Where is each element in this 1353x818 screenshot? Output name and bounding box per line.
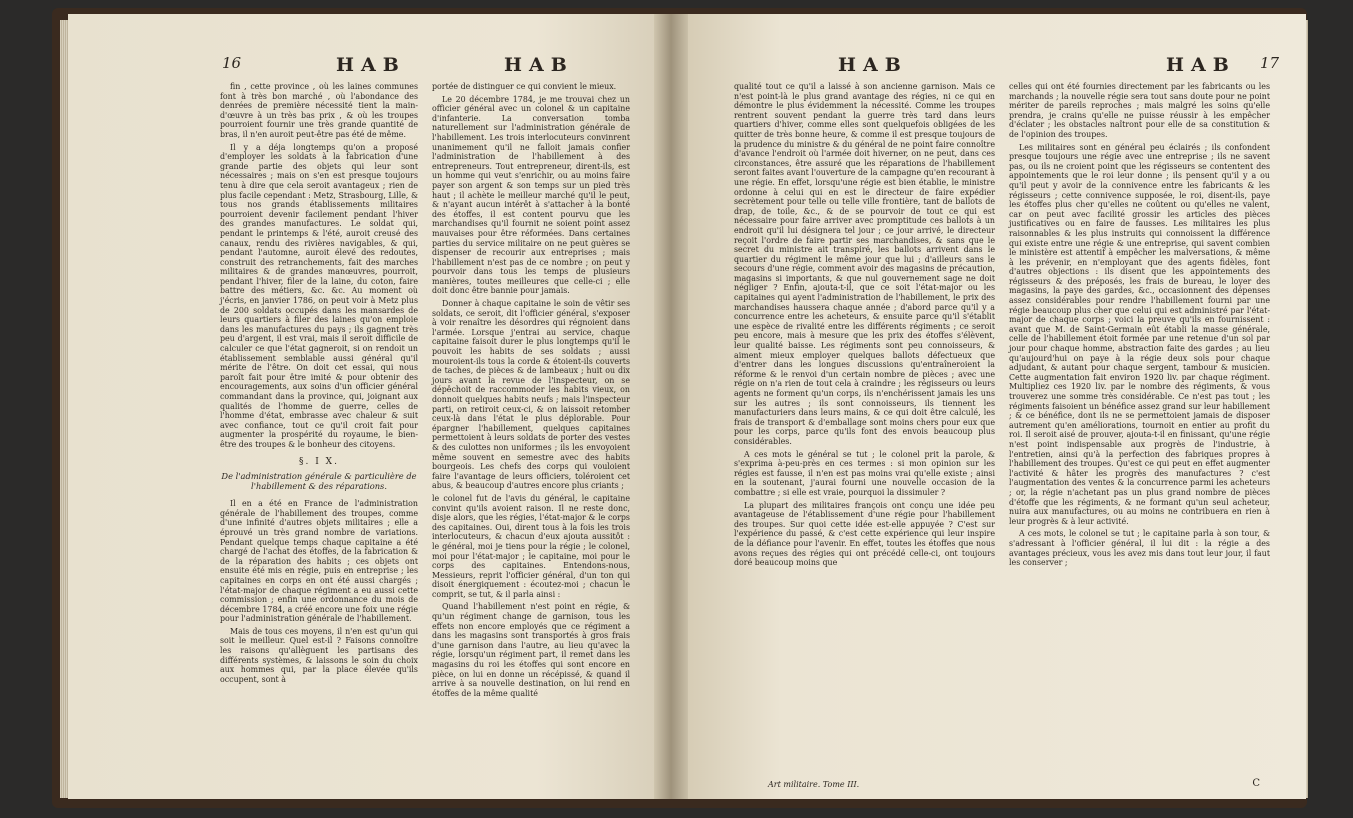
headword: HAB: [336, 54, 406, 76]
section-subtitle: De l'administration générale & particulière de l'habillement & des réparations.: [221, 471, 417, 492]
paragraph: Il y a déja longtemps qu'on a proposé d'employer les soldats à la fabrication d'une grande partie des objets qui leur sont nécessaires ; mais on s'en est presque toujours tenu à dire que cela seroit avantageux ; rien de plus facile cependant : Metz, Strasbourg, Lille, & tous nos grands établissements militaires pourroient devenir facilement pendant l'hiver des grandes manufactures. Le soldat qui, pendant le printemps & l'été, auroit creusé des canaux, rendu des rivières navigables, & qui, pendant l'automne, auroit élevé des redoutes, construit des retranchements, fait des marches militaires & de grandes manœuvres, pourroit, pendant l'hiver, filer de la laine, du coton, faire battre des métiers, &c. &c. Au moment où j'écris, en janvier 1786, on peut voir à Metz plus de 200 soldats occupés dans les mansardes de leurs quartiers à filer des laines qu'on emploie dans les manufactures du pays ; ils gagnent très peu d'argent, il est vrai, mais il seroit difficile de calculer ce que l'état gagneroit, si on rendoit un établissement semblable aussi général qu'il mérite de l'être. On doit cet essai, qui nous paroît fait pour être imité & pour obtenir des encouragements, aux soins d'un officier général commandant dans la province, qui, joignant aux qualités de l'homme de guerre, celles de l'homme d'état, embrasse avec chaleur & suit avec confiance, tout ce qu'il croit fait pour augmenter la prospérité du royaume, le bien-être des troupes & le bonheur des citoyens.: [220, 142, 418, 449]
paragraph: Il en a été en France de l'administration générale de l'habillement des troupes, comme d'une infinité d'autres objets militaires ; elle a éprouvé un très grand nombre de variations. Pendant quelque temps chaque capitaine a été chargé de l'achat des étoffes, de la fabrication & de la réparation des habits ; ces objets ont ensuite été mis en régie, puis en entreprise ; les capitaines en corps en ont été aussi chargés ; l'état-major de chaque régiment a eu aussi cette commission ; enfin une ordonnance du mois de décembre 1784, a créé encore une foix une régie pour l'administration générale de l'habillement.: [220, 499, 418, 624]
page-number: 17: [1260, 54, 1280, 72]
column-left: [220, 82, 418, 701]
paragraph: Le 20 décembre 1784, je me trouvai chez un officier général avec un colonel & un capitaine d'infanterie. La conversation tomba naturellement sur l'administration générale de l'habillement. Les trois interlocuteurs convinrent unanimement qu'il ne falloit jamais confier l'administration de l'habillement à des entrepreneurs. Tout entrepreneur, dirent-ils, est un homme qui veut s'enrichir, ou au moins faire payer son argent & son temps sur un pied très haut ; il achète le meilleur marché qu'il le peut, & n'ayant aucun intérêt à s'attacher à la bonté des étoffes, il est content pourvu que les marchandises qu'il fournit ne soient point assez mauvaises pour être réformées. Dans certaines parties du service militaire on ne peut guères se dispenser de recourir aux entreprises ; mais l'habillement n'est pas de ce nombre ; on peut y pourvoir dans tous les temps de plusieurs manières, toutes meilleures que celle-ci ; elle doit donc être bannie pour jamais.: [432, 94, 630, 296]
running-head-right: [688, 54, 1306, 82]
paragraph: qualité tout ce qu'il a laissé à son ancienne garnison. Mais ce n'est point-là le plus grand avantage des régies, ni ce qui en démontre le plus évidemment la nécessité. Comme les troupes rentrent souvent pendant la guerre très tard dans leurs quartiers d'hiver, comme elles sont quelquefois obligées de les quitter de très bonne heure, & comme il est presque toujours de la prudence du ministre & du général de ne point faire connoître d'avance l'endroit où l'armée doit hiverner, on ne peut, dans ces circonstances, être assuré que les réparations de l'habillement seront faites avant l'ouverture de la campagne qu'en recourant à une régie. En effet, lorsqu'une régie est bien établie, le ministre ordonne à celui qui en est le directeur de faire expédier secrètement pour telle ou telle ville frontière, tant de ballots de drap, de toile, &c., & de se pourvoir de tout ce qui est nécessaire pour faire arriver avec promptitude ces ballots à un endroit qu'il lui désignera tel jour ; ce jour arrivé, le directeur reçoit l'ordre de faire partir ses marchandises, & sans que le secret du ministre ait transpiré, les ballots arrivent dans le quartier du régiment le même jour que lui ; d'ailleurs sans le secours d'une régie, comment avoir des magasins de précaution, magasins si importants, & que nul gouvernement sage ne doit négliger ? Enfin, ajouta-t-il, que ce soit l'état-major ou les capitaines qui ayent l'administration de l'habillement, le prix des marchandises haussera chaque année ; d'abord parce qu'il y a concurrence entre les acheteurs, & ensuite parce qu'il s'établit une espèce de rivalité entre les différents régiments ; ce seroit peu encore, mais à mesure que les prix des étoffes s'élèvent, leur qualité baisse. Les régiments sont peu connoisseurs, & aiment mieux employer quelques ballots défectueux que d'entrer dans les longues discussions qu'entraîneroient la réforme & le renvoi d'un certain nombre de pièces ; avec une régie on n'a rien de tout cela à craindre ; les régisseurs ou leurs agents ne forment qu'un corps, ils n'enchérissent jamais les uns sur les autres ; ils sont connoisseurs, ils tiennent les manufacturiers dans leurs mains, & ce qui doit être calculé, les frais de transport & d'emballage sont moins chers pour eux que pour les corps, parce qu'ils font des envois beaucoup plus considérables.: [734, 82, 995, 446]
column-left: [734, 82, 995, 571]
paragraph: portée de distinguer ce qui convient le mieux.: [432, 82, 617, 91]
left-page: [68, 14, 654, 799]
headword: HAB: [838, 54, 908, 76]
paragraph: A ces mots le général se tut ; le colonel prit la parole, & s'exprima à-peu-près en ces termes : si mon opinion sur les régies est fausse, il n'en est pas moins vrai qu'elle existe ; ainsi en la soutenant, j'aurai fourni une nouvelle occasion de la combattre ; si elle est vraie, pourquoi la dissimuler ?: [734, 449, 995, 497]
running-head-left: [68, 54, 654, 82]
volume-footer: Art militaire. Tome III.: [768, 780, 860, 789]
signature-mark: C: [1252, 778, 1260, 789]
section-title: §. I X.: [299, 456, 339, 467]
paragraph: Quand l'habillement n'est point en régie, & qu'un régiment change de garnison, tous les effets non encore employés que ce régiment a dans les magasins sont transportés à gros frais d'une garnison dans l'autre, au lieu qu'avec la régie, lorsqu'un régiment part, il remet dans les magasins du roi les étoffes qui sont encore en pièce, on lui en donne un récépissé, & quand il arrive à sa nouvelle destination, on lui rend en étoffes de la même qualité: [432, 602, 630, 698]
book-gutter: [654, 14, 688, 799]
paragraph: A ces mots, le colonel se tut ; le capitaine parla à son tour, & s'adressant à l'officier général, il lui dit : la régie a des avantages précieux, vous les avez mis dans tout leur jour, il faut les conserver ;: [1009, 529, 1270, 568]
paragraph: Mais de tous ces moyens, il n'en est qu'un qui soit le meilleur. Quel est-il ? Faisons connoître les raisons qu'allèguent les partisans des différents systèmes, & laissons le soin du choix aux hommes qui, par la place élevée qu'ils occupent, sont à: [220, 626, 418, 684]
text-columns: [220, 82, 630, 701]
right-page: [688, 14, 1306, 799]
paragraph: le colonel fut de l'avis du général, le capitaine convint qu'ils avoient raison. Il ne reste donc, disje alors, que les régies, l'état-major & le corps des capitaines. Oui, dirent tous à la fois les trois interlocuteurs, & chacun d'eux ajouta aussitôt : le général, moi je tiens pour la régie ; le colonel, moi pour l'état-major ; le capitaine, moi pour le corps des capitaines. Entendons-nous, Messieurs, reprit l'officier général, d'un ton qui disoit énergiquement : écoutez-moi ; chacun le comprit, se tut, & il parla ainsi :: [432, 493, 630, 599]
paragraph: fin , cette province , où les laines communes font à très bon marché , où l'abondance des denrées de première nécessité tient la main-d'œuvre à un très bas prix , & où les troupes pourroient fournir une très grande quantité de bras, il n'en auroit peut-être pas été de même.: [220, 82, 418, 139]
page-number: 16: [222, 54, 242, 72]
headword: HAB: [504, 54, 574, 76]
paragraph: La plupart des militaires françois ont conçu une idée peu avantageuse de l'établissement d'une régie pour l'habillement des troupes. Sur quoi cette idée est-elle appuyée ? C'est sur l'expérience du passé, & c'est cette expérience qui leur inspire de la défiance pour l'avenir. En effet, toutes les étoffes que nous avons reçues des régies qui ont précédé celle-ci, ont toujours doré beaucoup moins que: [734, 500, 995, 568]
column-right: [432, 82, 630, 701]
headword: HAB: [1166, 54, 1236, 76]
column-right: [1009, 82, 1270, 571]
paragraph: Donner à chaque capitaine le soin de vêtir ses soldats, ce seroit, dit l'officier général, s'exposer à voir renaître les désordres qui régnoient dans l'armée. Lorsque j'entrai au service, chaque capitaine faisoit durer le plus longtemps qu'il le pouvoit les habits de ses soldats ; aussi mouroient-ils tous la corde & étoient-ils couverts de taches, de pièces & de lambeaux ; huit ou dix jours avant la revue de l'inspecteur, on se dépêchoit de raccommoder les habits vieux, on donnoit quelques habits neufs ; mais l'inspecteur parti, on retiroit ceux-ci, & on laissoit retomber ceux-là dans l'état le plus déplorable. Pour épargner l'habillement, quelques capitaines permettoient à leurs soldats de porter des vestes & des culottes non uniformes ; ils les envoyoient même souvent en semestre avec des habits bourgeois. Les chefs des corps qui vouloient faire l'avantage de leurs officiers, toléroient cet abus, & beaucoup d'autres encore plus criants ;: [432, 299, 630, 491]
paragraph: celles qui ont été fournies directement par les fabricants ou les marchands ; la nouvelle régie sera tout sans doute pour ne point mériter de pareils reproches ; mais malgré les soins qu'elle prendra, je crains qu'elle ne puisse réussir à les empêcher d'éclater ; les obstacles naîtront pour elle de sa constitution & de l'opinion des troupes.: [1009, 82, 1270, 139]
text-columns: [734, 82, 1270, 571]
paragraph: Les militaires sont en général peu éclairés ; ils confondent presque toujours une régie avec une entreprise ; ils ne savent pas, ou ils ne croient point que les régisseurs se contentent des appointements que le roi leur donne ; ils pensent qu'il y a ou qu'il peut y avoir de la connivence entre les fabricants & les régisseurs ; cette connivence supposée, le roi, disent-ils, paye les étoffes plus cher qu'elles ne coûtent ou qu'elles ne valent, car on peut avec facilité grossir les articles des pièces justificatives ou en faire de fausses. Les militaires les plus raisonnables & les plus instruits qui connoissent la différence qui existe entre une régie & une entreprise, qui savent combien le ministère est attentif à empêcher les malversations, & même à les prévenir, en n'employant que des agents fidèles, font d'autres objections : ils disent que les appointements des régisseurs & des préposés, les frais de bureau, le loyer des magasins, la paye des gardes, &c., occasionnent des dépenses assez considérables pour rendre l'habillement fourni par une régie beaucoup plus cher que celui qui est administré par l'état-major de chaque corps ; voici la preuve qu'ils en fournissent : avant que M. de Saint-Germain eût établi la masse générale, celle de l'habillement étoit formée par une retenue d'un sol par jour pour chaque homme, abstraction faite des gardes ; au lieu qu'aujourd'hui on paye à la régie deux sols pour chaque adjudant, & autant pour chaque sergent, tambour & musicien. Cette augmentation fait environ 1920 liv. par chaque régiment. Multipliez ces 1920 liv. par le nombre des régiments, & vous trouverez une somme très considérable. Ce n'est pas tout ; les régiments faisoient un bénéfice assez grand sur leur habillement ; & ce bénéfice, dont ils ne se permettoient jamais de disposer autrement qu'en améliorations, tournoit en entier au profit du roi. Il seroit aisé de prouver, ajouta-t-il en finissant, qu'une régie n'est point indispensable aux progrès de l'industrie, à l'entretien, ainsi qu'à la perfection des fabriques propres à l'habillement des troupes. Qu'est ce qui peut en effet augmenter l'activité & hâter les progrès des manufactures ? c'est l'augmentation des ventes & la concurrence parmi les acheteurs ; or, la régie n'achetant pas un plus grand nombre de pièces d'étoffe que les régiments, & ne formant qu'un seul acheteur, nuira aux manufactures, ou au moins ne contribuera en rien à leur progrès & à leur activité.: [1009, 142, 1270, 526]
